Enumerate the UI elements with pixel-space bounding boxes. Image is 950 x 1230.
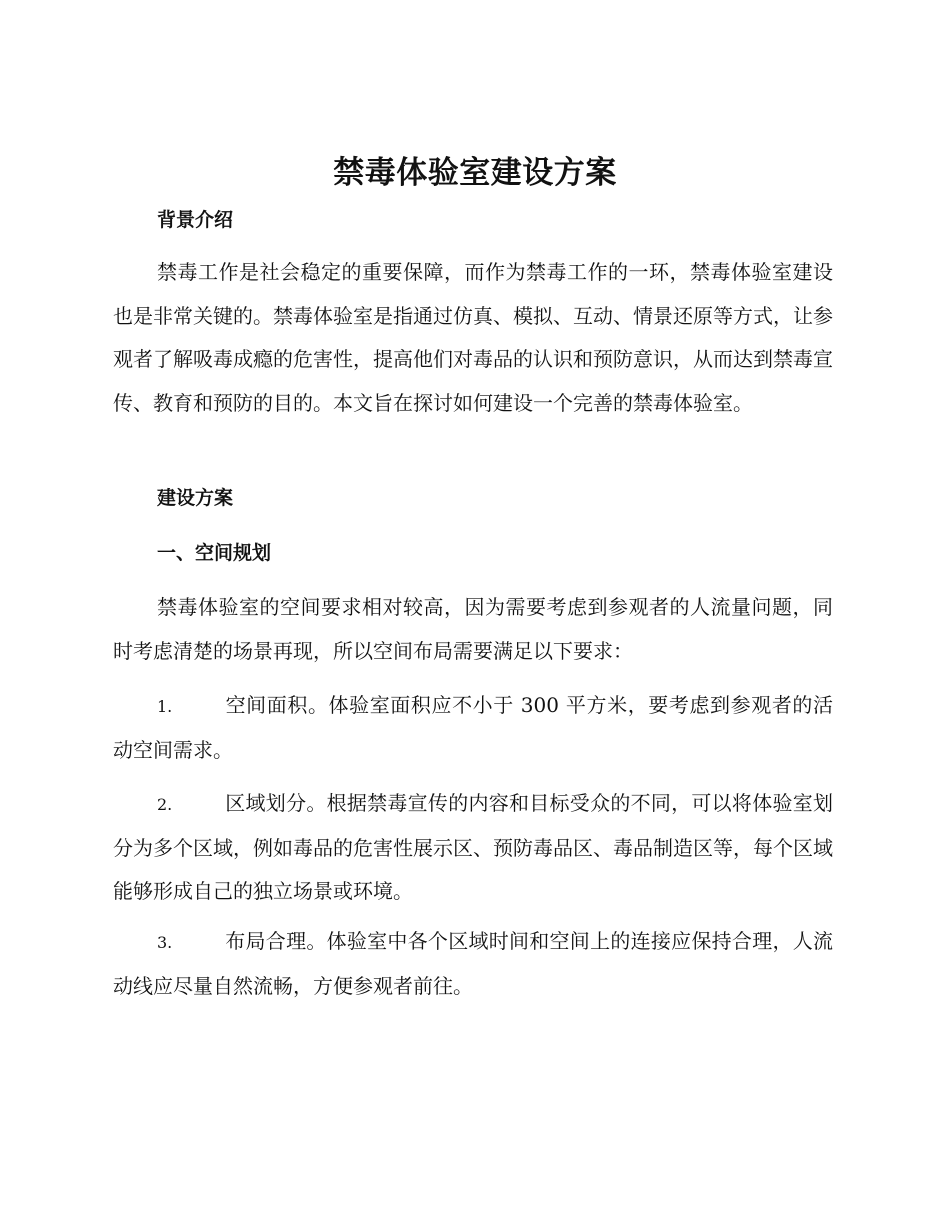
list-item bbox=[113, 684, 833, 772]
list-item-text: 区域划分。根据禁毒宣传的内容和目标受众的不同，可以将体验室划分为多个区域，例如毒品的危害性展示区、预防毒品区、毒品制造区等，每个区域能够形成自己的独立场景或环境。 bbox=[113, 791, 833, 903]
list-item bbox=[113, 920, 833, 1008]
list-item-text: 布局合理。体验室中各个区域时间和空间上的连接应保持合理，人流动线应尽量自然流畅，方便参观者前往。 bbox=[113, 929, 833, 998]
background-paragraph: 禁毒工作是社会稳定的重要保障，而作为禁毒工作的一环，禁毒体验室建设也是非常关键的。禁毒体验室是指通过仿真、模拟、互动、情景还原等方式，让参观者了解吸毒成瘾的危害性，提高他们对毒品的认识和预防意识，从而达到禁毒宣传、教育和预防的目的。本文旨在探讨如何建设一个完善的禁毒体验室。 bbox=[113, 260, 833, 415]
section-heading-space-planning: 一、空间规划 bbox=[157, 542, 272, 564]
section-heading-background: 背景介绍 bbox=[157, 209, 234, 231]
list-item-text: 空间面积。体验室面积应不小于 300 平方米，要考虑到参观者的活动空间需求。 bbox=[113, 693, 833, 762]
list-item-number: 3. bbox=[157, 933, 173, 952]
space-planning-paragraph: 禁毒体验室的空间要求相对较高，因为需要考虑到参观者的人流量问题，同时考虑清楚的场景再现，所以空间布局需要满足以下要求： bbox=[113, 595, 833, 663]
section-heading-plan: 建设方案 bbox=[157, 487, 234, 509]
list-item bbox=[113, 782, 833, 914]
list-item-number: 1. bbox=[157, 697, 173, 716]
list-item-number: 2. bbox=[157, 795, 173, 814]
document-title: 禁毒体验室建设方案 bbox=[333, 155, 617, 191]
